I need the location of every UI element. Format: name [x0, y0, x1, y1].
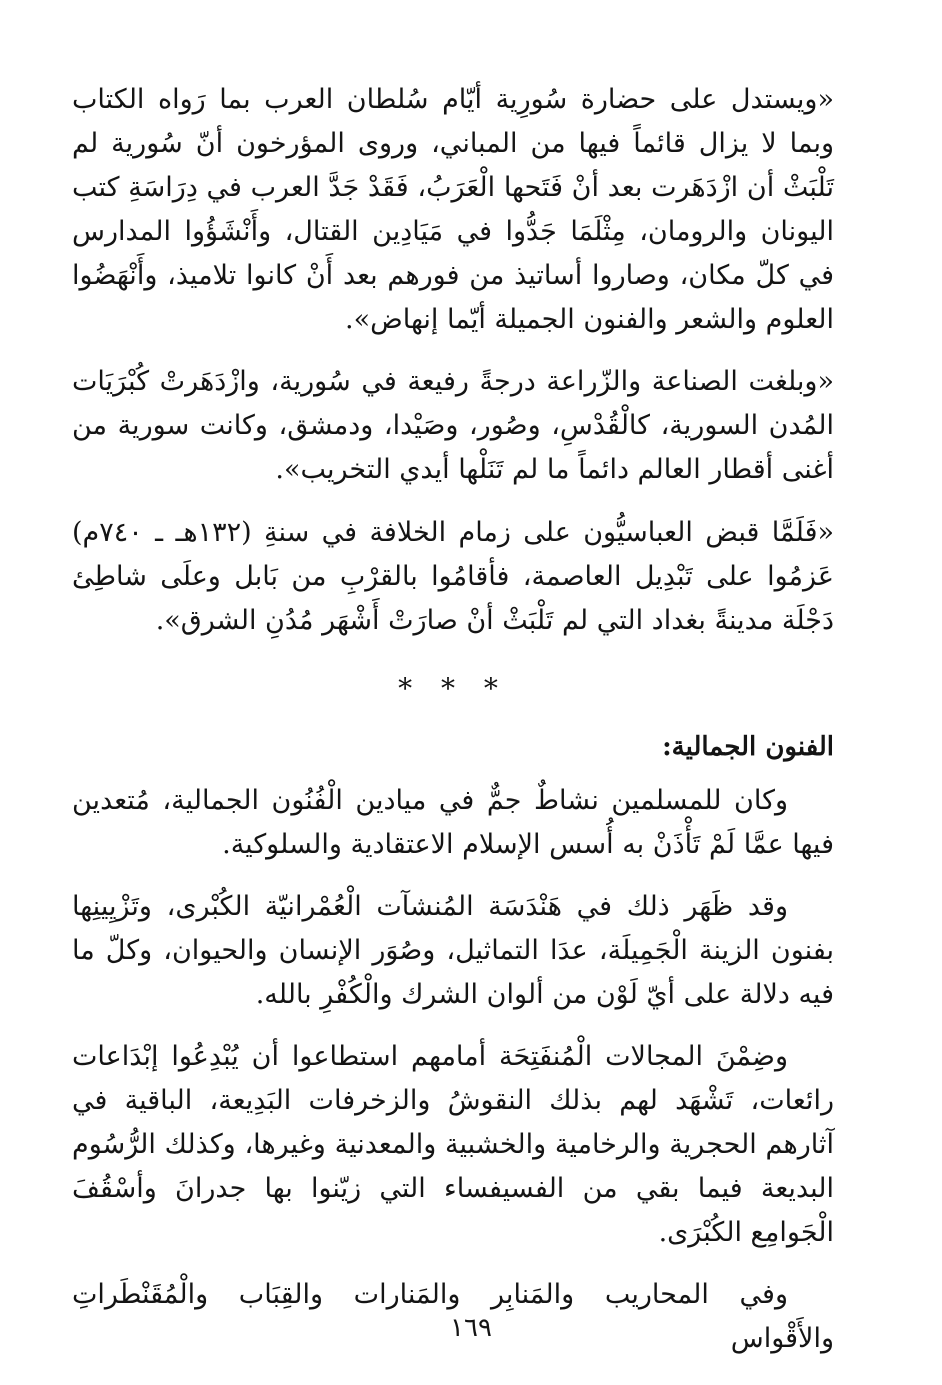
section-heading: الفنون الجمالية:: [662, 732, 834, 762]
page-body: [72, 78, 834, 1361]
section-paragraph-3: وضِمْنَ المجالات الْمُنفَتِحَة أمامهم استطاعوا أن يُبْدِعُوا إبْدَاعات رائعات، تَشْهَد لهم بذلك النقوشُ والزخرفات البَدِيعة، الباقية في آثارهم الحجرية والرخامية والخشبية والمعدنية وغيرها، وكذلك الرُّسُوم البديعة فيما بقي من الفسيفساء التي زيّنوا بها جدرانَ وأسْقُفَ الْجَوامِع الكُبْرَى.: [72, 1041, 834, 1248]
section-paragraph-1: وكان للمسلمين نشاطٌ جمٌّ في ميادين الْفُنُون الجمالية، مُتعدين فيها عمَّا لَمْ تَأْذَنْ به أُسس الإسلام الاعتقادية والسلوكية.: [72, 785, 834, 860]
quote-paragraph-1: «ويستدل على حضارة سُورِية أيّام سُلطان العرب بما رَواه الكتاب وبما لا يزال قائماً فيها من المباني، وروى المؤرخون أنّ سُورية لم تَلْبَثْ أن ازْدَهَرت بعد أنْ فَتَحها الْعَرَبُ، فَقَدْ جَدَّ العرب في دِرَاسَةِ كتب اليونان والرومان، مِثْلَمَا جَدُّوا في مَيَادِين القتال، وأَنْشَؤُوا المدارس في كلّ مكان، وصاروا أساتيذ من فورهم بعد أَنْ كانوا تلاميذ، وأَنْهَضُوا العلوم والشعر والفنون الجميلة أيّما إنهاض».: [72, 84, 834, 335]
section-paragraph-2: وقد ظَهَر ذلك في هَنْدَسَة المُنشآت الْعُمْرانيّة الكُبْرى، وتَزْيِينِها بفنون الزينة الْجَمِيلَة، عدَا التماثيل، وصُوَر الإنسان والحيوان، وكلّ ما فيه دلالة على أيّ لَوْن من ألوان الشرك والْكُفْرِ بالله.: [72, 891, 834, 1010]
quote-paragraph-2: «وبلغت الصناعة والزّراعة درجةً رفيعة في سُورية، وازْدَهَرتْ كُبْرَيَات المُدن السورية، كالْقُدْسِ، وصُور، وصَيْدا، ودمشق، وكانت سورية من أغنى أقطار العالم دائماً ما لم تَنَلْها أيدي التخريب».: [72, 366, 834, 485]
page-number: ١٦٩: [450, 1313, 492, 1343]
quote-paragraph-3: «فَلَمَّا قبض العباسيُّون على زمام الخلافة في سنةِ (١٣٢هـ ـ ٧٤٠م) عَزمُوا على تَبْدِيل العاصمة، فأقامُوا بالقرْبِ من بَابل وعلَى شاطِئ دَجْلَة مدينةً بغداد التي لم تَلْبَثْ أنْ صارَتْ أَشْهَر مُدُنِ الشرق».: [72, 517, 834, 636]
section-separator: * * *: [398, 672, 508, 705]
section-paragraph-4: وفي المحاريب والمَنابِر والمَنارات والقِبَاب والْمُقَنْطَراتِ والأَقْواس: [72, 1279, 834, 1354]
